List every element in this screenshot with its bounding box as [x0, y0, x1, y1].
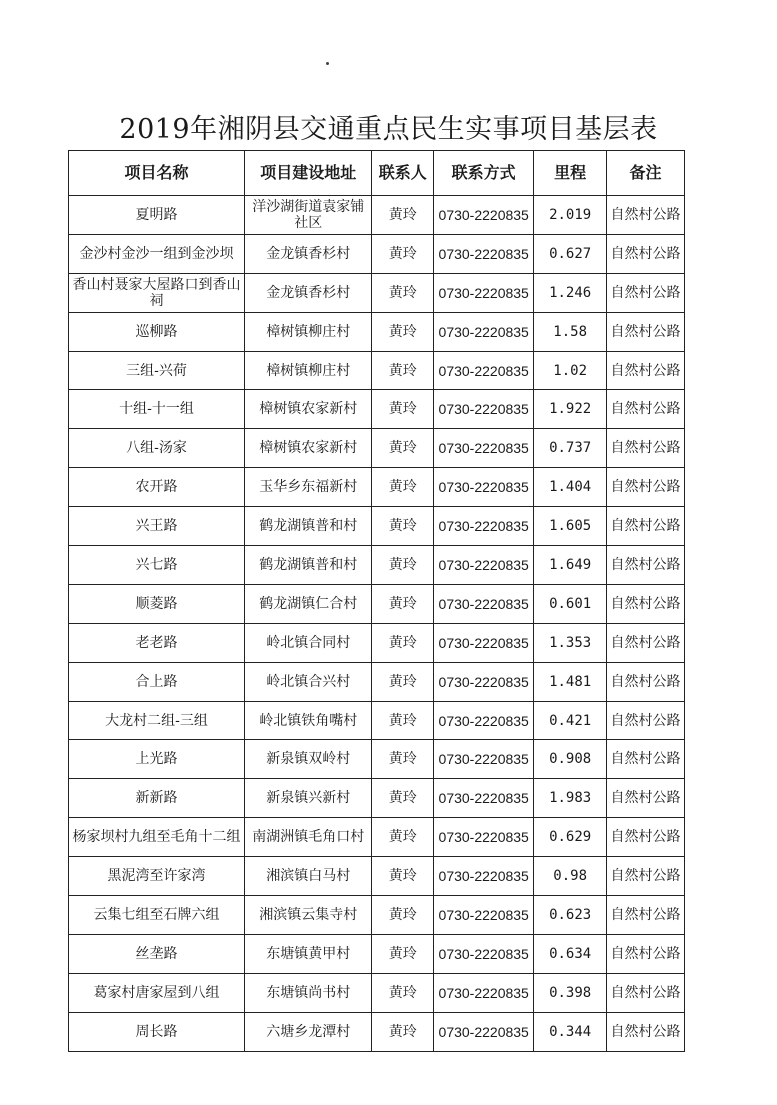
contact-cell: 黄玲 — [372, 779, 434, 818]
remarks-cell: 自然村公路 — [607, 273, 685, 312]
mileage-cell: 1.246 — [534, 273, 607, 312]
project-name-cell: 十组-十一组 — [69, 390, 245, 429]
phone-cell: 0730-2220835 — [434, 273, 534, 312]
contact-cell: 黄玲 — [372, 234, 434, 273]
remarks-cell: 自然村公路 — [607, 701, 685, 740]
address-cell: 金龙镇香杉村 — [245, 234, 372, 273]
address-cell: 玉华乡东福新村 — [245, 468, 372, 507]
project-table — [68, 150, 685, 1052]
table-header-row — [69, 151, 685, 196]
phone-cell: 0730-2220835 — [434, 468, 534, 507]
contact-cell: 黄玲 — [372, 546, 434, 585]
mileage-cell: 0.627 — [534, 234, 607, 273]
contact-cell: 黄玲 — [372, 662, 434, 701]
contact-cell: 黄玲 — [372, 623, 434, 662]
remarks-cell: 自然村公路 — [607, 507, 685, 546]
contact-cell: 黄玲 — [372, 507, 434, 546]
project-name-cell: 大龙村二组-三组 — [69, 701, 245, 740]
address-cell: 新泉镇兴新村 — [245, 779, 372, 818]
phone-cell: 0730-2220835 — [434, 234, 534, 273]
mileage-cell: 0.737 — [534, 429, 607, 468]
table-row — [69, 662, 685, 701]
mileage-cell: 1.404 — [534, 468, 607, 507]
table-row — [69, 234, 685, 273]
contact-cell: 黄玲 — [372, 701, 434, 740]
address-cell: 湘滨镇云集寺村 — [245, 896, 372, 935]
phone-cell: 0730-2220835 — [434, 973, 534, 1012]
header-project-address: 项目建设地址 — [245, 151, 372, 196]
table-row — [69, 1012, 685, 1051]
mileage-cell: 0.601 — [534, 584, 607, 623]
address-cell: 新泉镇双岭村 — [245, 740, 372, 779]
contact-cell: 黄玲 — [372, 740, 434, 779]
phone-cell: 0730-2220835 — [434, 196, 534, 235]
remarks-cell: 自然村公路 — [607, 584, 685, 623]
phone-cell: 0730-2220835 — [434, 662, 534, 701]
project-name-cell: 夏明路 — [69, 196, 245, 235]
remarks-cell: 自然村公路 — [607, 662, 685, 701]
table-row — [69, 196, 685, 235]
table-row — [69, 740, 685, 779]
phone-cell: 0730-2220835 — [434, 312, 534, 351]
project-name-cell: 新新路 — [69, 779, 245, 818]
phone-cell: 0730-2220835 — [434, 740, 534, 779]
mileage-cell: 0.398 — [534, 973, 607, 1012]
address-cell: 樟树镇柳庄村 — [245, 312, 372, 351]
address-cell: 樟树镇柳庄村 — [245, 351, 372, 390]
contact-cell: 黄玲 — [372, 196, 434, 235]
remarks-cell: 自然村公路 — [607, 390, 685, 429]
remarks-cell: 自然村公路 — [607, 779, 685, 818]
remarks-cell: 自然村公路 — [607, 934, 685, 973]
table-row — [69, 934, 685, 973]
contact-cell: 黄玲 — [372, 818, 434, 857]
contact-cell: 黄玲 — [372, 312, 434, 351]
project-name-cell: 顺菱路 — [69, 584, 245, 623]
header-remarks: 备注 — [607, 151, 685, 196]
address-cell: 洋沙湖街道袁家铺社区 — [245, 196, 372, 235]
project-name-cell: 香山村聂家大屋路口到香山祠 — [69, 273, 245, 312]
address-cell: 岭北镇铁角嘴村 — [245, 701, 372, 740]
address-cell: 岭北镇合兴村 — [245, 662, 372, 701]
project-name-cell: 杨家坝村九组至毛角十二组 — [69, 818, 245, 857]
mileage-cell: 1.58 — [534, 312, 607, 351]
remarks-cell: 自然村公路 — [607, 429, 685, 468]
address-cell: 六塘乡龙潭村 — [245, 1012, 372, 1051]
table-row — [69, 857, 685, 896]
contact-cell: 黄玲 — [372, 1012, 434, 1051]
phone-cell: 0730-2220835 — [434, 818, 534, 857]
mileage-cell: 1.481 — [534, 662, 607, 701]
address-cell: 东塘镇尚书村 — [245, 973, 372, 1012]
remarks-cell: 自然村公路 — [607, 896, 685, 935]
mileage-cell: 1.983 — [534, 779, 607, 818]
mileage-cell: 0.634 — [534, 934, 607, 973]
address-cell: 金龙镇香杉村 — [245, 273, 372, 312]
address-cell: 鹤龙湖镇仁合村 — [245, 584, 372, 623]
phone-cell: 0730-2220835 — [434, 429, 534, 468]
mileage-cell: 1.353 — [534, 623, 607, 662]
project-name-cell: 老老路 — [69, 623, 245, 662]
address-cell: 东塘镇黄甲村 — [245, 934, 372, 973]
mileage-cell: 1.922 — [534, 390, 607, 429]
table-row — [69, 779, 685, 818]
page-title: 2019年湘阴县交通重点民生实事项目基层表 — [119, 114, 658, 145]
address-cell: 南湖洲镇毛角口村 — [245, 818, 372, 857]
project-name-cell: 合上路 — [69, 662, 245, 701]
address-cell: 樟树镇农家新村 — [245, 390, 372, 429]
mileage-cell: 0.629 — [534, 818, 607, 857]
remarks-cell: 自然村公路 — [607, 546, 685, 585]
contact-cell: 黄玲 — [372, 390, 434, 429]
contact-cell: 黄玲 — [372, 273, 434, 312]
phone-cell: 0730-2220835 — [434, 701, 534, 740]
table-row — [69, 623, 685, 662]
address-cell: 湘滨镇白马村 — [245, 857, 372, 896]
table-row — [69, 546, 685, 585]
mileage-cell: 0.98 — [534, 857, 607, 896]
table-row — [69, 312, 685, 351]
phone-cell: 0730-2220835 — [434, 1012, 534, 1051]
address-cell: 樟树镇农家新村 — [245, 429, 372, 468]
contact-cell: 黄玲 — [372, 857, 434, 896]
table-row — [69, 896, 685, 935]
remarks-cell: 自然村公路 — [607, 234, 685, 273]
mileage-cell: 1.02 — [534, 351, 607, 390]
remarks-cell: 自然村公路 — [607, 351, 685, 390]
remarks-cell: 自然村公路 — [607, 973, 685, 1012]
table-row — [69, 468, 685, 507]
phone-cell: 0730-2220835 — [434, 779, 534, 818]
project-name-cell: 八组-汤家 — [69, 429, 245, 468]
remarks-cell: 自然村公路 — [607, 740, 685, 779]
table-row — [69, 273, 685, 312]
table-row — [69, 973, 685, 1012]
remarks-cell: 自然村公路 — [607, 312, 685, 351]
address-cell: 鹤龙湖镇普和村 — [245, 546, 372, 585]
header-project-name: 项目名称 — [69, 151, 245, 196]
project-name-cell: 黑泥湾至许家湾 — [69, 857, 245, 896]
mileage-cell: 1.649 — [534, 546, 607, 585]
project-name-cell: 金沙村金沙一组到金沙坝 — [69, 234, 245, 273]
remarks-cell: 自然村公路 — [607, 818, 685, 857]
mileage-cell: 0.344 — [534, 1012, 607, 1051]
remarks-cell: 自然村公路 — [607, 1012, 685, 1051]
remarks-cell: 自然村公路 — [607, 857, 685, 896]
project-name-cell: 云集七组至石牌六组 — [69, 896, 245, 935]
phone-cell: 0730-2220835 — [434, 351, 534, 390]
project-name-cell: 兴王路 — [69, 507, 245, 546]
contact-cell: 黄玲 — [372, 468, 434, 507]
table-row — [69, 701, 685, 740]
mileage-cell: 2.019 — [534, 196, 607, 235]
contact-cell: 黄玲 — [372, 584, 434, 623]
header-contact-person: 联系人 — [372, 151, 434, 196]
contact-cell: 黄玲 — [372, 351, 434, 390]
project-name-cell: 巡柳路 — [69, 312, 245, 351]
table-row — [69, 818, 685, 857]
mileage-cell: 0.908 — [534, 740, 607, 779]
project-name-cell: 农开路 — [69, 468, 245, 507]
project-name-cell: 葛家村唐家屋到八组 — [69, 973, 245, 1012]
project-name-cell: 兴七路 — [69, 546, 245, 585]
phone-cell: 0730-2220835 — [434, 896, 534, 935]
table-row — [69, 390, 685, 429]
scan-dot — [326, 62, 329, 65]
address-cell: 岭北镇合同村 — [245, 623, 372, 662]
remarks-cell: 自然村公路 — [607, 468, 685, 507]
contact-cell: 黄玲 — [372, 973, 434, 1012]
project-name-cell: 上光路 — [69, 740, 245, 779]
mileage-cell: 0.421 — [534, 701, 607, 740]
phone-cell: 0730-2220835 — [434, 507, 534, 546]
header-mileage: 里程 — [534, 151, 607, 196]
remarks-cell: 自然村公路 — [607, 196, 685, 235]
phone-cell: 0730-2220835 — [434, 857, 534, 896]
table-row — [69, 429, 685, 468]
remarks-cell: 自然村公路 — [607, 623, 685, 662]
project-name-cell: 丝垄路 — [69, 934, 245, 973]
table-row — [69, 351, 685, 390]
project-name-cell: 三组-兴荷 — [69, 351, 245, 390]
contact-cell: 黄玲 — [372, 934, 434, 973]
phone-cell: 0730-2220835 — [434, 584, 534, 623]
contact-cell: 黄玲 — [372, 429, 434, 468]
mileage-cell: 0.623 — [534, 896, 607, 935]
phone-cell: 0730-2220835 — [434, 623, 534, 662]
header-contact-phone: 联系方式 — [434, 151, 534, 196]
phone-cell: 0730-2220835 — [434, 390, 534, 429]
project-name-cell: 周长路 — [69, 1012, 245, 1051]
table-row — [69, 507, 685, 546]
mileage-cell: 1.605 — [534, 507, 607, 546]
address-cell: 鹤龙湖镇普和村 — [245, 507, 372, 546]
phone-cell: 0730-2220835 — [434, 546, 534, 585]
phone-cell: 0730-2220835 — [434, 934, 534, 973]
table-row — [69, 584, 685, 623]
contact-cell: 黄玲 — [372, 896, 434, 935]
